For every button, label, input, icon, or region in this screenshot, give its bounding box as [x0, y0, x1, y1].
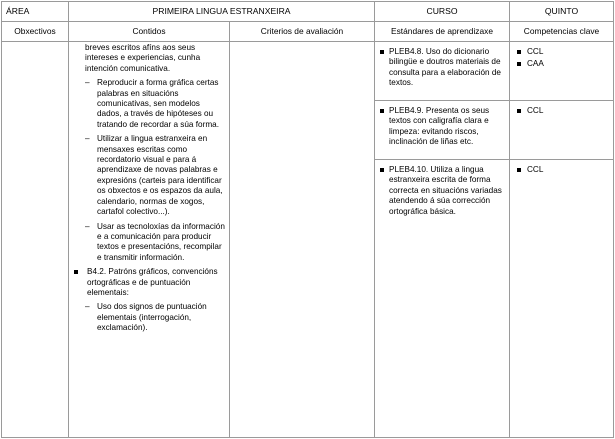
contidos-lead-text: breves escritos afíns aos seus intereses e experiencias, cunha intención comunicativa. [85, 43, 201, 73]
competencia-item [516, 47, 609, 57]
square-bullet-icon [517, 168, 521, 172]
standard-item [378, 165, 505, 217]
standard-item [378, 47, 505, 89]
col-header-obxectivos: Obxectivos [2, 22, 69, 42]
competencia-text: CCL [527, 165, 544, 174]
dash-bullet: – [85, 134, 90, 144]
competencia-text: CAA [527, 59, 544, 69]
competencia-item [516, 165, 609, 175]
standard-block [375, 160, 509, 219]
square-bullet-icon [517, 62, 521, 66]
col-header-criterios: Criterios de avaliación [230, 22, 375, 42]
list-item-text: Uso dos signos de puntuación elementais (interrogación, exclamación). [97, 302, 207, 333]
competencias-cell [510, 42, 614, 438]
list-item [73, 302, 225, 333]
contidos-cell [69, 42, 230, 438]
obxectivos-cell [2, 42, 69, 438]
list-item-text: Reproducir a forma gráfica certas palabras en situacións comunicativas, sen modelos dados, a través de hipóteses ou tratando de recordar a súa forma. [97, 78, 219, 129]
standard-item [378, 106, 505, 148]
header-row-area [2, 2, 614, 22]
standard-text: PLEB4.8. Uso do dicionario bilingüe e doutros materiais de consulta para a elaboración de textos. [389, 47, 501, 88]
square-bullet-icon [517, 50, 521, 54]
course-value: QUINTO [510, 2, 614, 22]
competencia-block [510, 42, 613, 101]
course-label: CURSO [375, 2, 510, 22]
header-row-columns [2, 22, 614, 42]
square-bullet-icon [74, 270, 78, 274]
competencia-text: CCL [527, 47, 544, 56]
area-value: PRIMEIRA LINGUA ESTRANXEIRA [69, 2, 375, 22]
list-item-text: Utilizar a lingua estranxeira en mensaxes escritas como recordatorio visual e para á aprendizaxe de novas palabras e expresións (carteis para identificar os obxectos e os espazos da aula, calendario, normas de xogos, cartafol colectivo...). [97, 134, 223, 217]
square-bullet-icon [517, 109, 521, 113]
competencia-item [516, 106, 609, 116]
list-item-text: Usar as tecnoloxías da información e a comunicación para producir textos e presentacións, recompilar e transmitir información. [97, 221, 225, 262]
block-item-text: B4.2. Patróns gráficos, convencións ortográficas e de puntuación elementais: [87, 267, 218, 297]
dash-bullet: – [85, 78, 90, 88]
dash-bullet: – [85, 302, 90, 312]
competencia-item [516, 59, 609, 69]
col-header-estandares: Estándares de aprendizaxe [375, 22, 510, 42]
competencia-block [510, 160, 613, 219]
list-item [73, 134, 225, 217]
block-item [73, 267, 225, 298]
col-header-competencias: Competencias clave [510, 22, 614, 42]
list-item [73, 222, 225, 264]
competencia-text: CCL [527, 106, 544, 115]
standard-block [375, 101, 509, 160]
estandares-cell [375, 42, 510, 438]
square-bullet-icon [380, 109, 384, 113]
square-bullet-icon [380, 168, 384, 172]
content-row [2, 42, 614, 438]
curriculum-table [1, 1, 614, 438]
list-item [73, 78, 225, 130]
col-header-contidos: Contidos [69, 22, 230, 42]
standard-block [375, 42, 509, 101]
competencia-block [510, 101, 613, 160]
square-bullet-icon [380, 50, 384, 54]
dash-bullet: – [85, 221, 90, 231]
standard-text: PLEB4.10. Utiliza a lingua estranxeira escrita de forma correcta en situacións variadas atendendo á súa corrección ortográfica básica. [389, 165, 502, 216]
standard-text: PLEB4.9. Presenta os seus textos con caligrafía clara e limpeza: evitando riscos, inclinación de liñas etc. [389, 106, 490, 147]
area-label: ÁREA [2, 2, 69, 22]
criterios-cell [230, 42, 375, 438]
